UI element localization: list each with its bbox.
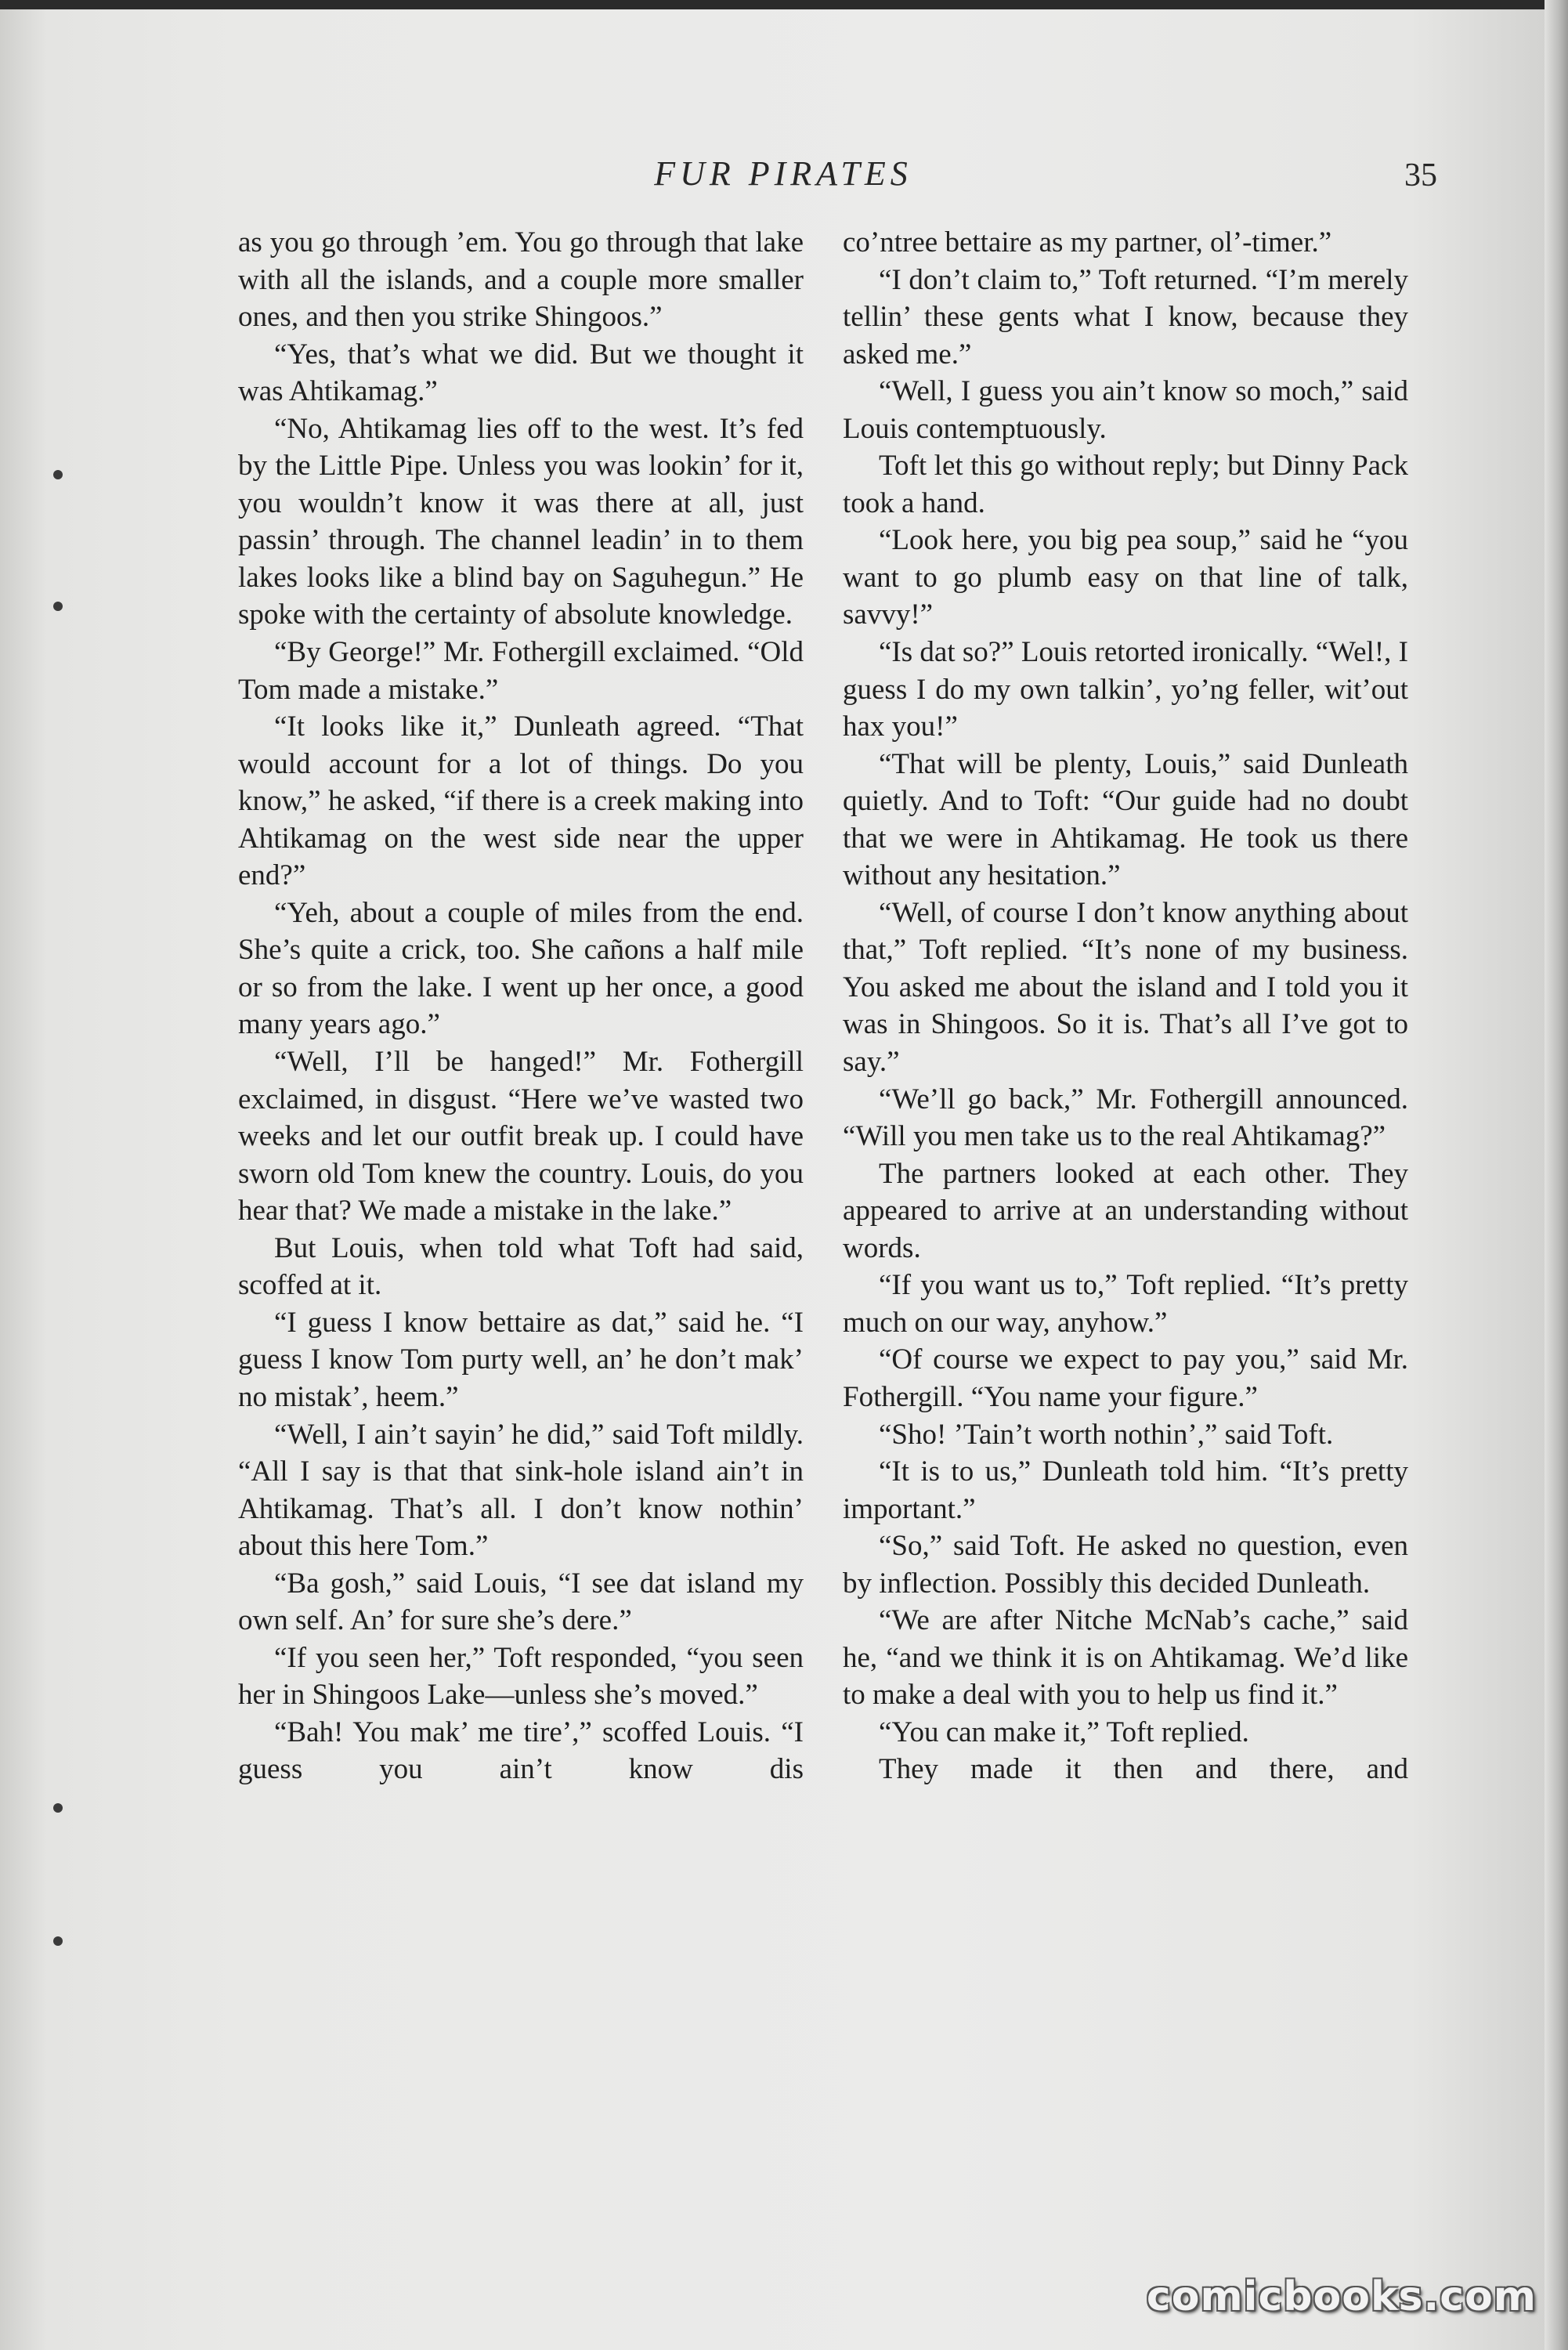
top-edge-shadow [0,0,1568,9]
page-number: 35 [1404,157,1437,193]
paragraph: “If you seen her,” Toft responded, “you seen her in Shingoos Lake—unless she’s moved.” [238,1641,804,1712]
paragraph: “Sho! ’Tain’t worth nothin’,” said Toft. [879,1418,1334,1451]
binding-hole [53,1803,63,1813]
paragraph: “Of course we expect to pay you,” said Mr. Fothergill. “You name your figure.” [843,1343,1408,1413]
paragraph: “If you want us to,” Toft replied. “It’s pretty much on our way, anyhow.” [843,1269,1408,1339]
paragraph: “That will be plenty, Louis,” said Dunleath quietly. And to Toft: “Our guide had no doubt that we were in Ahtikamag. He took us there without any hesitation.” [843,747,1408,892]
binding-hole [53,602,63,611]
paragraph: But Louis, when told what Toft had said, scoffed at it. [238,1231,804,1302]
left-text-column [238,224,804,1788]
paragraph: “Yeh, about a couple of miles from the end. She’s quite a crick, too. She cañons a half mile or so from the lake. I went up her once, a good many years ago.” [238,896,804,1041]
right-text-column [843,224,1408,1788]
paragraph: co’ntree bettaire as my partner, ol’-timer.” [843,226,1332,258]
page-edge [1545,0,1568,2350]
paragraph: “It is to us,” Dunleath told him. “It’s pretty important.” [843,1455,1408,1525]
paragraph: The partners looked at each other. They appeared to arrive at an understanding without words. [843,1157,1408,1264]
paragraph: “I guess I know bettaire as dat,” said he. “I guess I know Tom purty well, an’ he don’t mak’ no mistak’, heem.” [238,1306,804,1413]
paragraph: “By George!” Mr. Fothergill exclaimed. “Old Tom made a mistake.” [238,636,804,706]
paragraph: “It looks like it,” Dunleath agreed. “That would account for a lot of things. Do you know,” he asked, “if there is a creek making into Ahtikamag on the west side near the upper end?” [238,710,804,892]
binding-hole [53,1936,63,1946]
binding-hole [53,470,63,479]
paragraph: “So,” said Toft. He asked no question, even by inflection. Possibly this decided Dunleath. [843,1530,1408,1600]
paragraph: They made it then and there, and [879,1753,1408,1786]
paragraph: “Bah! You mak’ me tire’,” scoffed Louis. “I guess you ain’t know dis [238,1716,804,1786]
paragraph: “I don’t claim to,” Toft returned. “I’m merely tellin’ these gents what I know, because they asked me.” [843,263,1408,371]
paragraph: “Well, I guess you ain’t know so moch,” said Louis contemptuously. [843,375,1408,445]
watermark: comicbooks.com [1146,2273,1537,2320]
paragraph: “Well, I’ll be hanged!” Mr. Fothergill exclaimed, in disgust. “Here we’ve wasted two weeks and let our outfit break up. I could have sworn old Tom knew the country. Louis, do you hear that? We made a mistake in the lake.” [238,1046,804,1227]
paragraph: “Well, of course I don’t know anything about that,” Toft replied. “It’s none of my business. You asked me about the island and I told you it was in Shingoos. So it is. That’s all I’ve got to say.” [843,896,1408,1079]
paragraph: as you go through ’em. You go through that lake with all the islands, and a couple more smaller ones, and then you strike Shingoos.” [238,226,804,334]
paragraph: Toft let this go without reply; but Dinny Pack took a hand. [843,450,1408,519]
paragraph: “No, Ahtikamag lies off to the west. It’s fed by the Little Pipe. Unless you was lookin’ for it, you wouldn’t know it was there at all, just passin’ through. The channel leadin’ in to them lakes looks like a blind bay on Saguhegun.” He spoke with the certainty of absolute knowledge. [238,412,804,631]
paragraph: “You can make it,” Toft replied. [879,1716,1249,1748]
paragraph: “Yes, that’s what we did. But we thought it was Ahtikamag.” [238,338,804,408]
paragraph: “Is dat so?” Louis retorted ironically. “Wel!, I guess I do my own talkin’, yo’ng feller, wit’out hax you!” [843,636,1408,743]
running-title: FUR PIRATES [654,154,912,193]
paragraph: “Ba gosh,” said Louis, “I see dat island my own self. An’ for sure she’s dere.” [238,1567,804,1637]
paragraph: “Look here, you big pea soup,” said he “you want to go plumb easy on that line of talk, savvy!” [843,524,1408,631]
paragraph: “We are after Nitche McNab’s cache,” said he, “and we think it is on Ahtikamag. We’d like to make a deal with you to help us find it.” [843,1604,1408,1712]
paragraph: “We’ll go back,” Mr. Fothergill announced. “Will you men take us to the real Ahtikamag?” [843,1083,1408,1153]
paragraph: “Well, I ain’t sayin’ he did,” said Toft mildly. “All I say is that that sink-hole island ain’t in Ahtikamag. That’s all. I don’t know nothin’ about this here Tom.” [238,1418,804,1563]
